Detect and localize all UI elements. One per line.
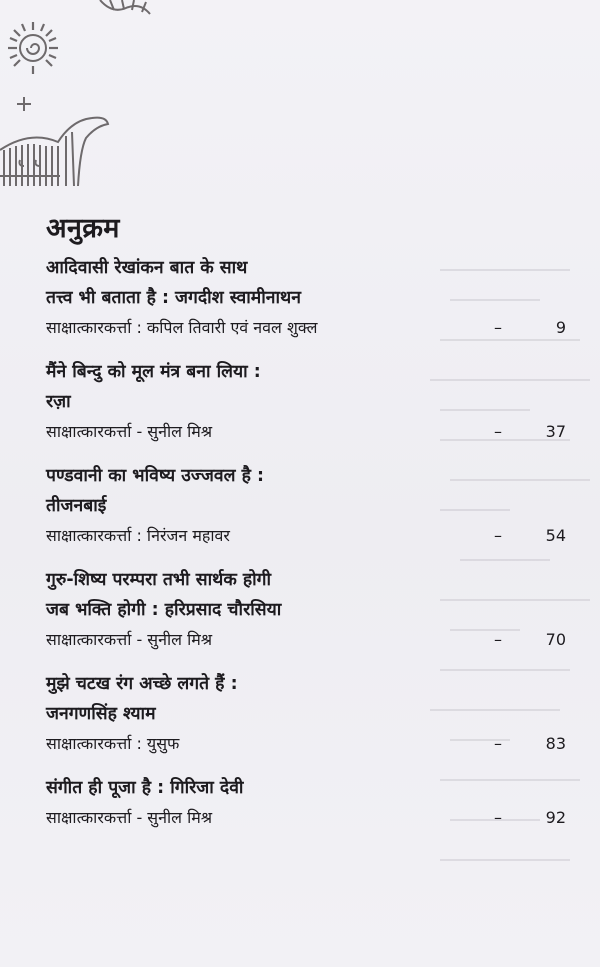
- page-number: 54: [545, 526, 566, 545]
- toc-entry: [46, 565, 566, 657]
- interviewer-credit: साक्षात्कारकर्त्ता - सुनील मिश्र: [46, 422, 213, 441]
- page-number: 37: [545, 422, 566, 441]
- toc-entries: [46, 253, 566, 835]
- entry-credit-row: [46, 625, 566, 657]
- leader-dash: –: [494, 630, 502, 649]
- entry-title-line: मैंने बिन्दु को मूल मंत्र बना लिया :: [46, 362, 261, 382]
- interviewer-credit: साक्षात्कारकर्त्ता : निरंजन महावर: [46, 526, 230, 545]
- interviewer-credit: साक्षात्कारकर्त्ता : युसुफ: [46, 734, 180, 753]
- page-number: 92: [545, 808, 566, 827]
- page-number: 70: [545, 630, 566, 649]
- entry-title-line: तत्त्व भी बताता है : जगदीश स्वामीनाथन: [46, 288, 301, 308]
- toc-entry: [46, 669, 566, 761]
- page-number: 83: [545, 734, 566, 753]
- entry-title-line: जनगणसिंह श्याम: [46, 704, 156, 724]
- entry-title-line: पण्डवानी का भविष्य उज्जवल है :: [46, 466, 264, 486]
- entry-credit-row: [46, 313, 566, 345]
- entry-title-line: तीजनबाई: [46, 496, 107, 516]
- interviewer-credit: साक्षात्कारकर्त्ता : कपिल तिवारी एवं नवल शुक्ल: [46, 318, 318, 337]
- toc-entry: [46, 253, 566, 345]
- table-of-contents: [46, 205, 566, 835]
- toc-entry: [46, 461, 566, 553]
- interviewer-credit: साक्षात्कारकर्त्ता - सुनील मिश्र: [46, 808, 213, 827]
- entry-credit-row: [46, 417, 566, 449]
- toc-entry: [46, 773, 566, 835]
- entry-title-line: मुझे चटख रंग अच्छे लगते हैं :: [46, 674, 238, 694]
- toc-entry: [46, 357, 566, 449]
- leader-dash: –: [494, 734, 502, 753]
- entry-title-line: संगीत ही पूजा है : गिरिजा देवी: [46, 778, 244, 798]
- leader-dash: –: [494, 318, 502, 337]
- entry-credit-row: [46, 729, 566, 761]
- leader-dash: –: [494, 808, 502, 827]
- page-number: 9: [555, 318, 566, 337]
- tribal-sun-illustration: [0, 0, 160, 200]
- interviewer-credit: साक्षात्कारकर्त्ता - सुनील मिश्र: [46, 630, 213, 649]
- entry-title-line: आदिवासी रेखांकन बात के साथ: [46, 258, 248, 278]
- entry-title-line: गुरु-शिष्य परम्परा तभी सार्थक होगी: [46, 570, 272, 590]
- entry-title-line: जब भक्ति होगी : हरिप्रसाद चौरसिया: [46, 600, 282, 620]
- entry-credit-row: [46, 521, 566, 553]
- toc-heading: अनुक्रम: [46, 213, 120, 244]
- entry-title-line: रज़ा: [46, 392, 71, 412]
- leader-dash: –: [494, 526, 502, 545]
- entry-credit-row: [46, 803, 566, 835]
- leader-dash: –: [494, 422, 502, 441]
